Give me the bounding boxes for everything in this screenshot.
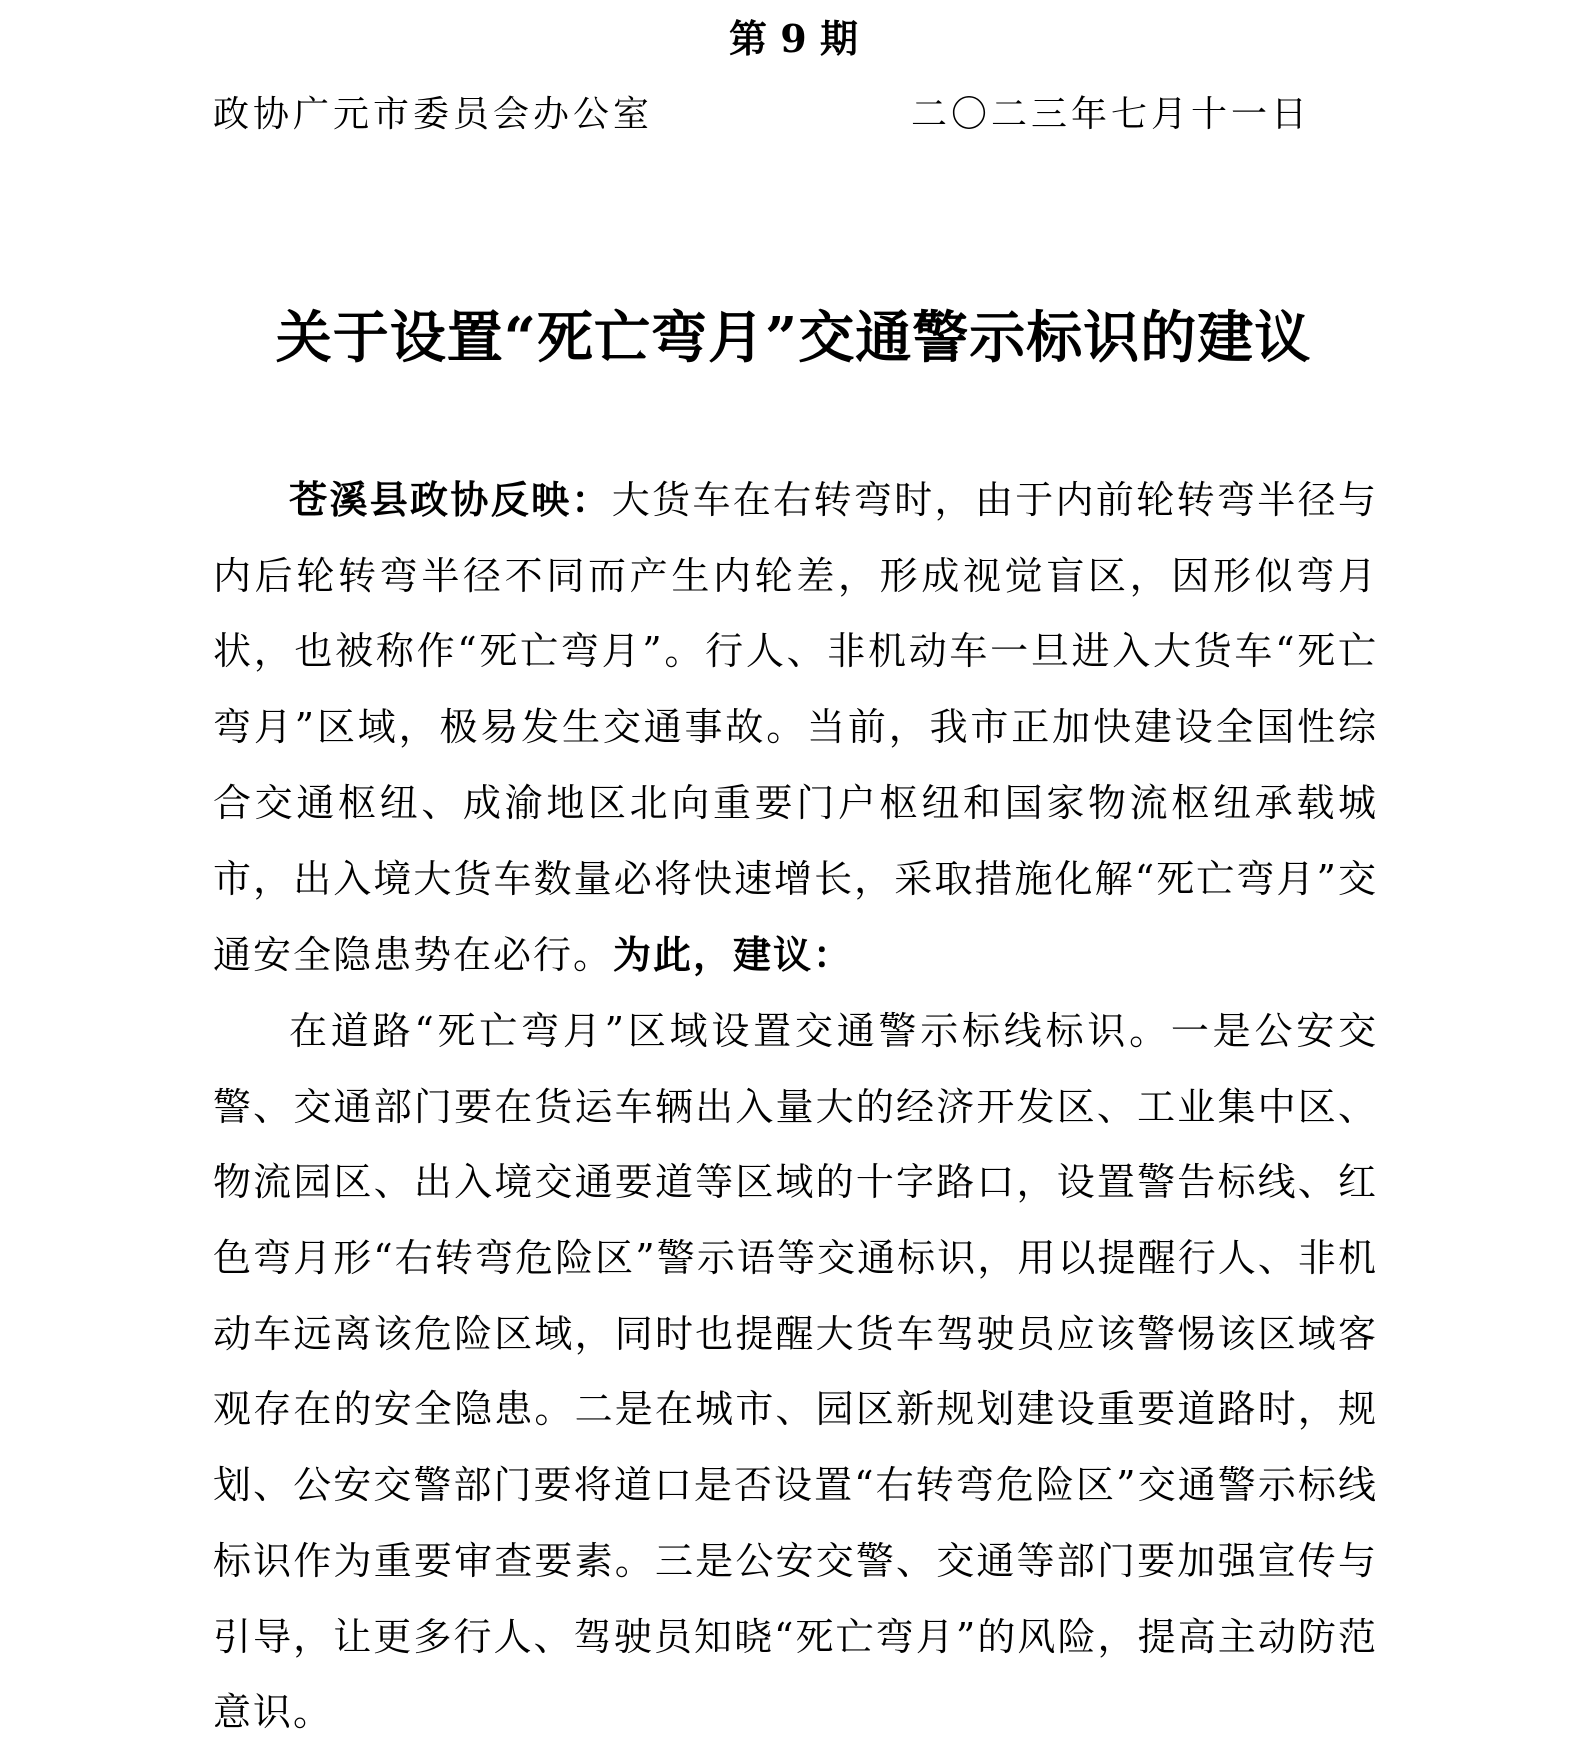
issue-number: 第 9 期 <box>729 16 858 61</box>
paragraph-1-lead: 苍溪县政协反映： <box>289 477 612 522</box>
header-row <box>213 90 1373 140</box>
paragraph-2-text: 在道路“死亡弯月”区域设置交通警示标线标识。一是公安交警、交通部门要在货运车辆出入量大的经济开发区、工业集中区、物流园区、出入境交通要道等区域的十字路口，设置警告标线、红色弯月形“右转弯危险区”警示语等交通标识，用以提醒行人、非机动车远离该危险区域，同时也提醒大货车驾驶员应该警惕该区域客观存在的安全隐患。二是在城市、园区新规划建设重要道路时，规划、公安交警部门要将道口是否设置“右转弯危险区”交通警示标线标识作为重要审查要素。三是公安交警、交通等部门要加强宣传与引导，让更多行人、驾驶员知晓“死亡弯月”的风险，提高主动防范意识。 <box>213 1008 1378 1735</box>
issuing-organization: 政协广元市委员会办公室 <box>213 94 654 135</box>
paragraph-2 <box>213 994 1378 1751</box>
paragraph-1 <box>213 462 1378 994</box>
paragraph-1-text: 大货车在右转弯时，由于内前轮转弯半径与内后轮转弯半径不同而产生内轮差，形成视觉盲区，因形似弯月状，也被称作“死亡弯月”。行人、非机动车一旦进入大货车“死亡弯月”区域，极易发生交通事故。当前，我市正加快建设全国性综合交通枢纽、成渝地区北向重要门户枢纽和国家物流枢纽承载城市，出入境大货车数量必将快速增长，采取措施化解“死亡弯月”交通安全隐患势在必行。 <box>213 478 1378 978</box>
issue-date: 二〇二三年七月十一日 <box>911 94 1312 135</box>
document-title: 关于设置“死亡弯月”交通警示标识的建议 <box>275 305 1312 371</box>
document-body <box>213 462 1378 1751</box>
paragraph-1-tail: 为此，建议： <box>613 932 854 978</box>
